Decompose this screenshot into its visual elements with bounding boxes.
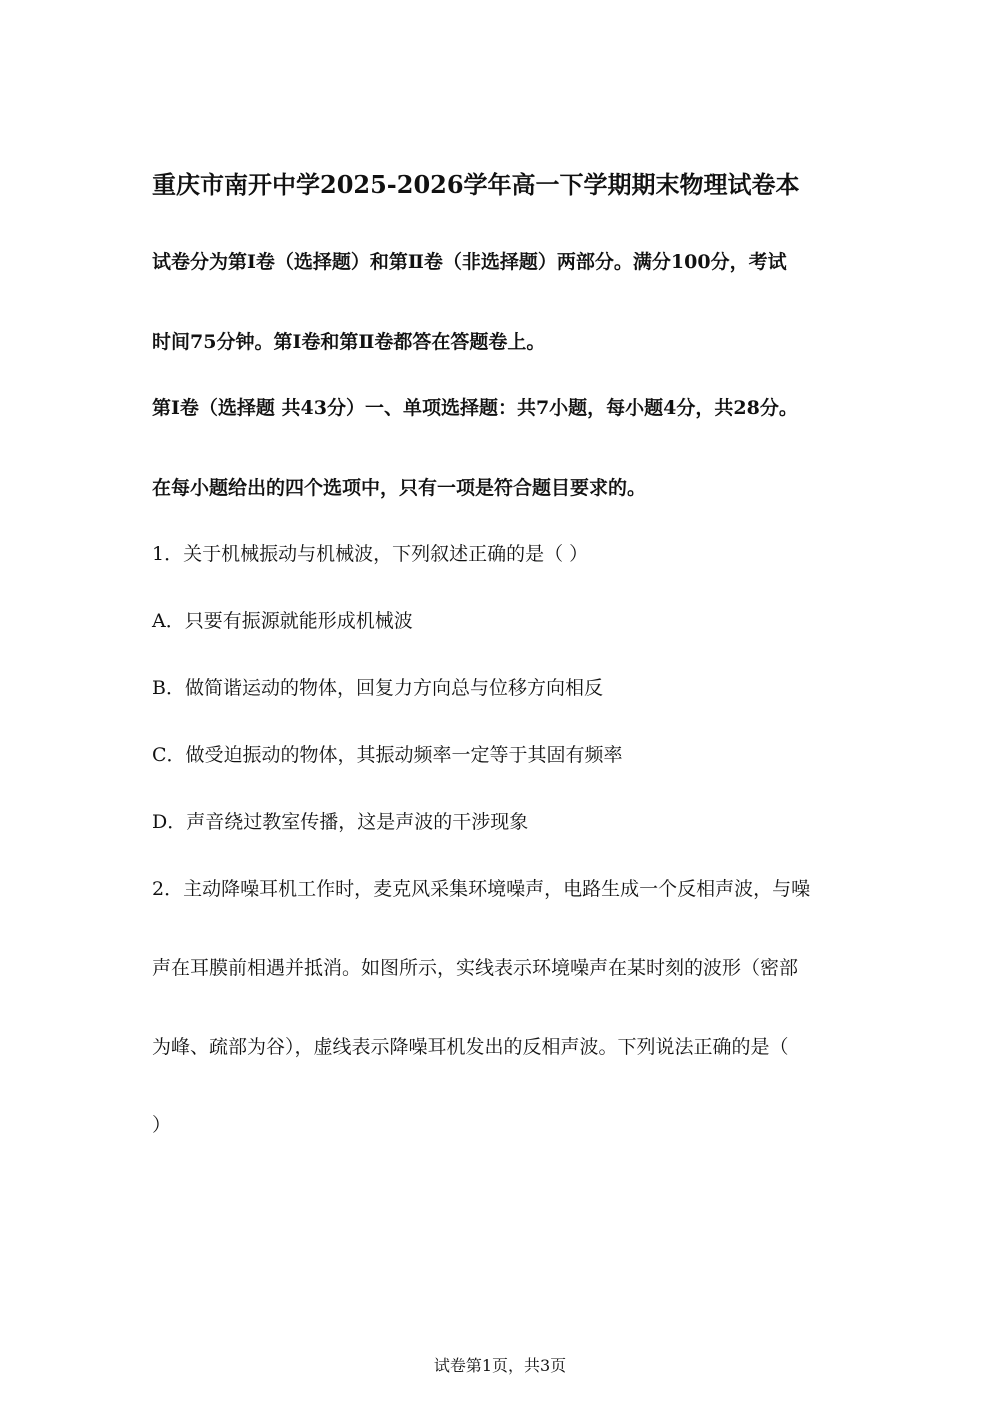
question-1-option-d: D．声音绕过教室传播，这是声波的干涉现象 — [152, 811, 529, 833]
section-instruction: 在每小题给出的四个选项中，只有一项是符合题目要求的。 — [152, 477, 647, 499]
exam-title: 重庆市南开中学2025-2026学年高一下学期期末物理试卷本 — [152, 170, 800, 199]
question-1-option-c: C．做受迫振动的物体，其振动频率一定等于其固有频率 — [152, 744, 623, 766]
section-heading: 第Ⅰ卷（选择题 共43分）一、单项选择题：共7小题，每小题4分，共28分。 — [152, 397, 798, 419]
question-1-stem: 1．关于机械振动与机械波，下列叙述正确的是（ ） — [152, 543, 589, 565]
question-2-stem-line-1: 2．主动降噪耳机工作时，麦克风采集环境噪声，电路生成一个反相声波，与噪 — [152, 878, 811, 900]
question-1-option-b: B．做简谐运动的物体，回复力方向总与位移方向相反 — [152, 677, 603, 699]
question-2-stem-line-2: 声在耳膜前相遇并抵消。如图所示，实线表示环境噪声在某时刻的波形（密部 — [152, 957, 799, 979]
question-2-stem-line-4: ） — [152, 1114, 172, 1136]
intro-line-2: 时间75分钟。第Ⅰ卷和第Ⅱ卷都答在答题卷上。 — [152, 331, 546, 353]
intro-line-1: 试卷分为第Ⅰ卷（选择题）和第Ⅱ卷（非选择题）两部分。满分100分，考试 — [152, 251, 787, 273]
question-2-stem-line-3: 为峰、疏部为谷），虚线表示降噪耳机发出的反相声波。下列说法正确的是（ — [152, 1036, 789, 1058]
question-1-option-a: A．只要有振源就能形成机械波 — [152, 610, 413, 632]
page-footer: 试卷第1页，共3页 — [433, 1356, 567, 1375]
